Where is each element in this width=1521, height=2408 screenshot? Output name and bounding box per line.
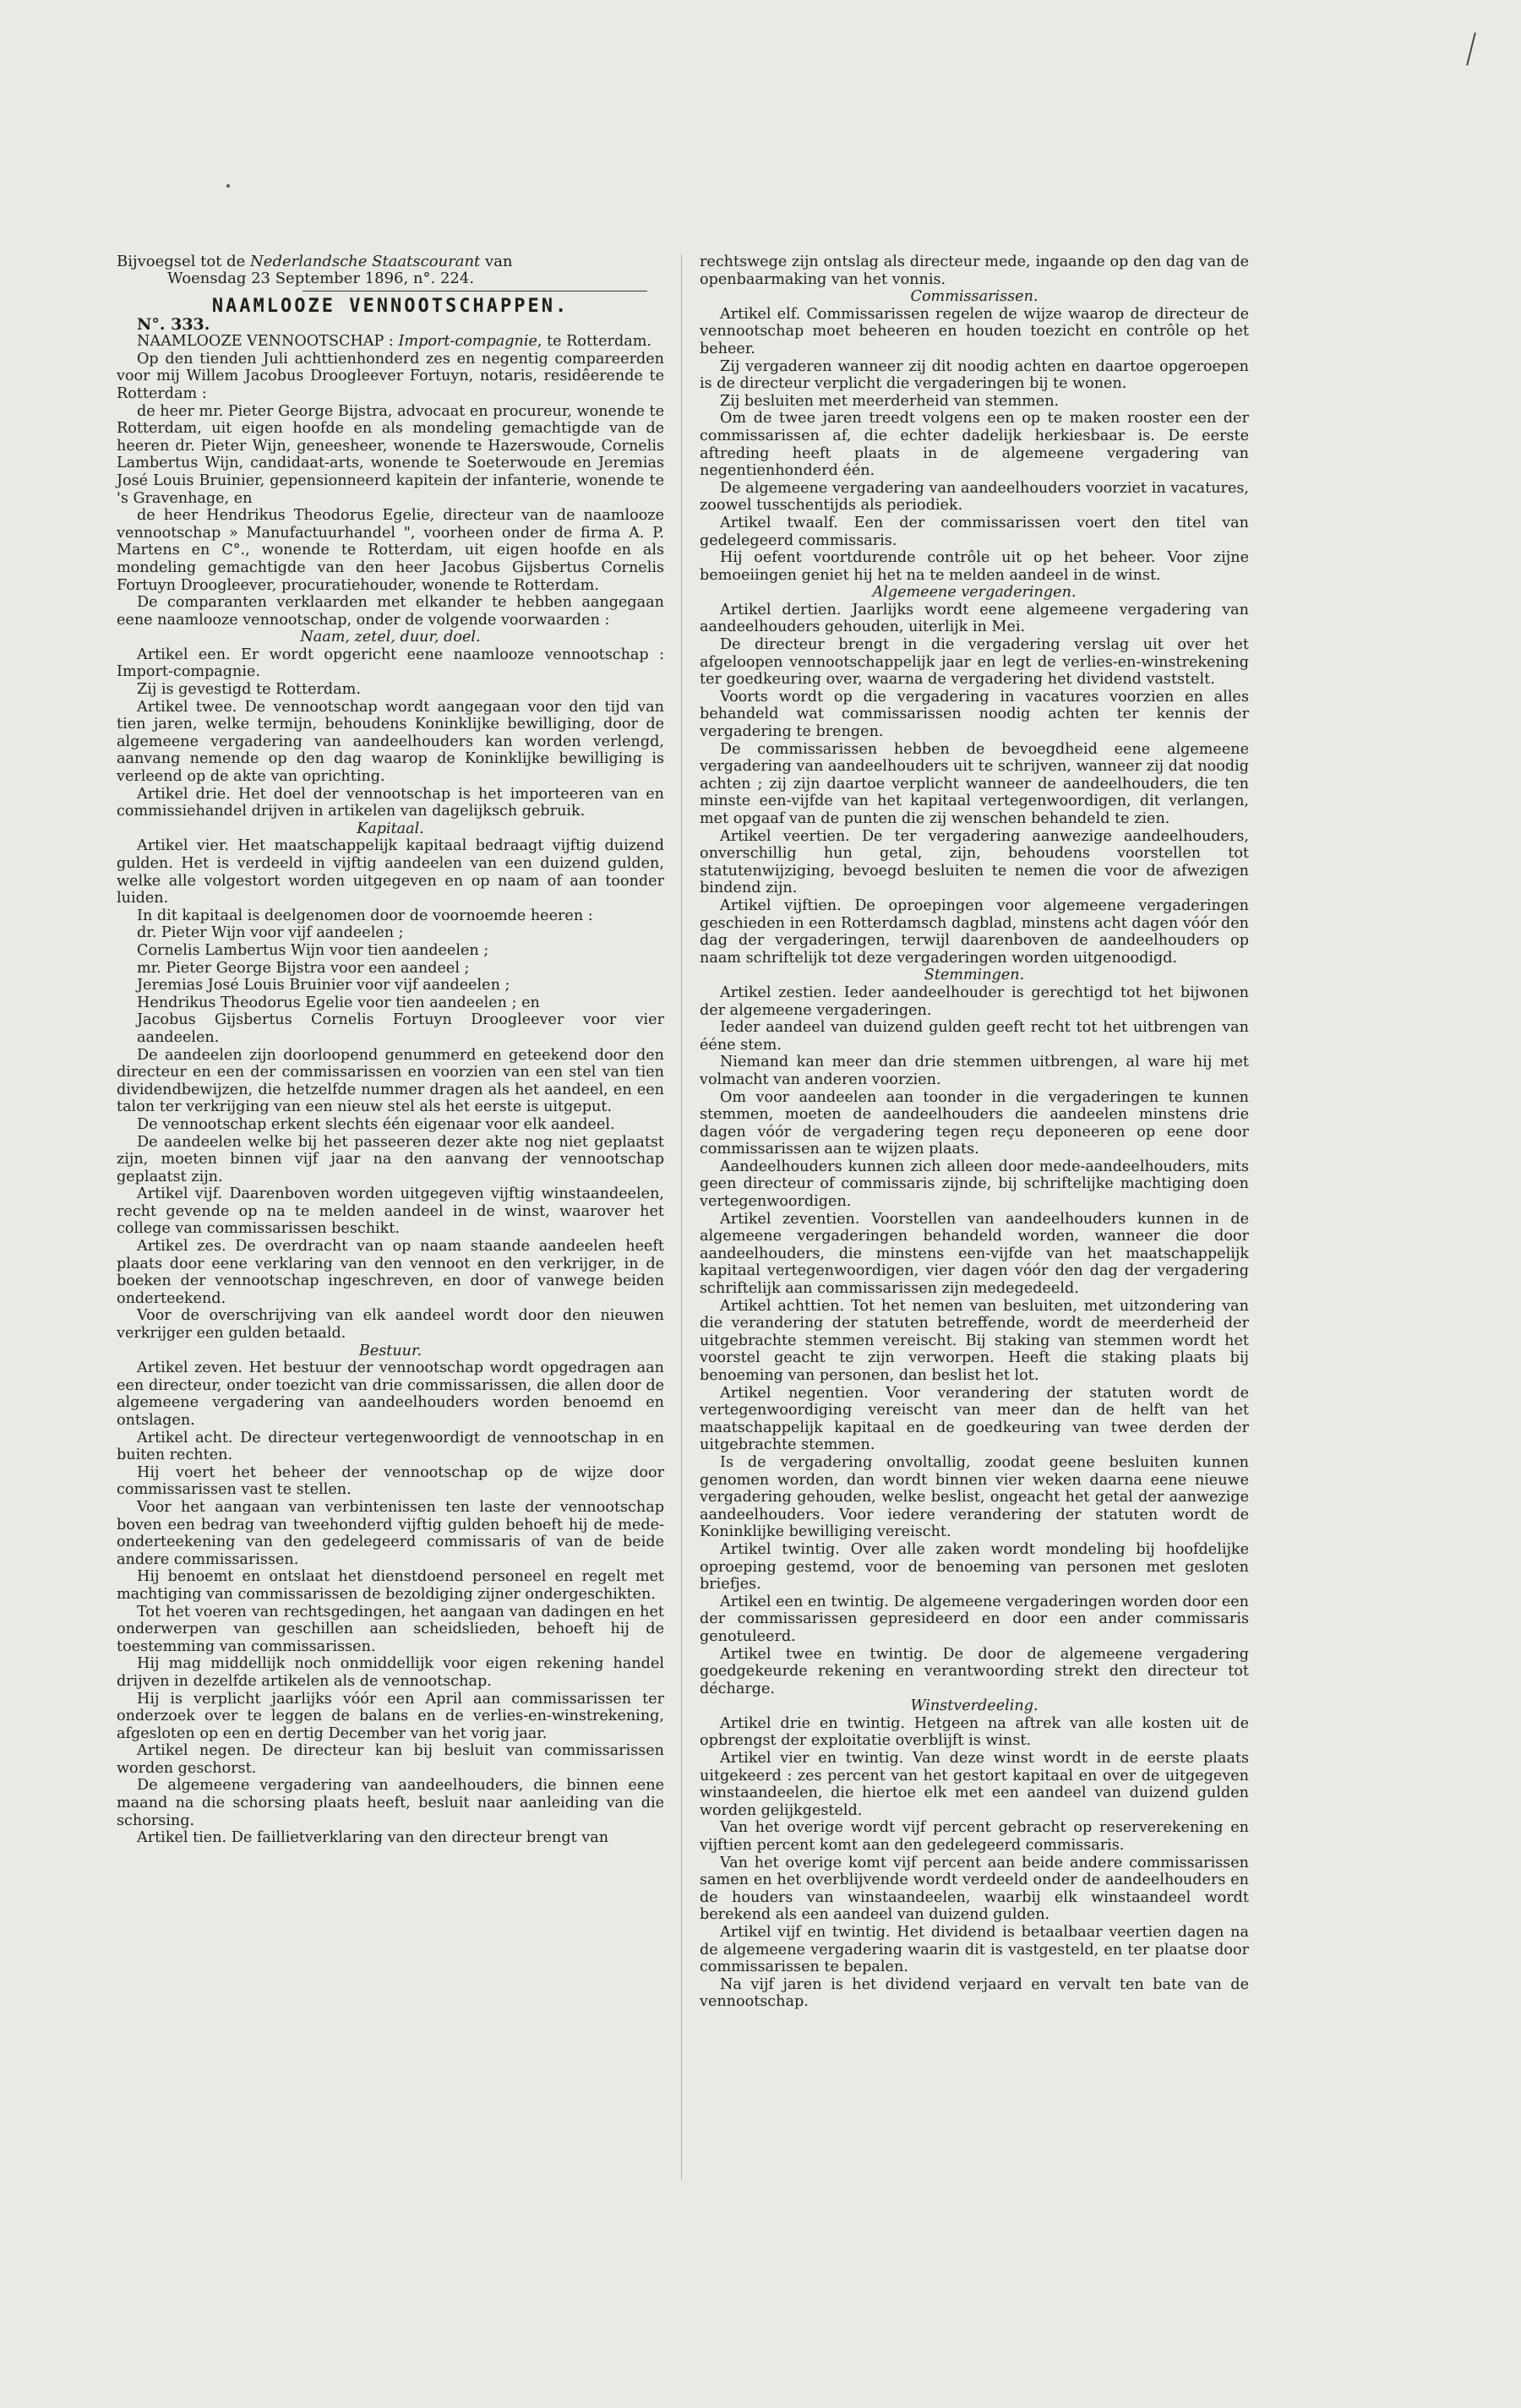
paragraph: Artikel veertien. De ter vergadering aanwezige aandeelhouders, onverschillig hun getal, zijn, behoudens voorstellen tot statutenwijziging, bevoegd besluiten te nemen die voor de afwezigen bindend zijn.: [700, 827, 1249, 897]
shareholder-item: Jacobus Gijsbertus Cornelis Fortuyn Droogleever voor vier aandeelen.: [137, 1011, 664, 1046]
paragraph: Artikel zeventien. Voorstellen van aandeelhouders kunnen in de algemeene vergaderingen behandeld worden, wanneer die door aandeelhouders, die minstens een-vijfde van het maatschappelijk kapitaal vertegenwoordigen, vier dagen vóór den dag der vergadering schriftelijk aan commissarissen zijn medegedeeld.: [700, 1210, 1249, 1298]
supplement-publication: Nederlandsche Staatscourant: [250, 253, 481, 270]
paragraph: De aandeelen welke bij het passeeren dezer akte nog niet geplaatst zijn, moeten binnen vijf jaar na den aanvang der vennootschap geplaatst zijn.: [117, 1133, 664, 1185]
continued-paragraph: rechtswege zijn ontslag als directeur mede, ingaande op den dag van de openbaarmaking van het vonnis.: [700, 253, 1249, 288]
paragraph: De vennootschap erkent slechts één eigenaar voor elk aandeel.: [137, 1115, 615, 1133]
column-divider: [681, 253, 682, 2180]
paragraph: Hij is verplicht jaarlijks vóór een April aan commissarissen ter onderzoek over te leggen de balans en de verlies-en-winstrekening, afgesloten op een en dertig December van het vorig jaar.: [117, 1690, 664, 1742]
section-heading: NAAMLOOZE VENNOOTSCHAPPEN.: [211, 296, 570, 317]
title-prefix: NAAMLOOZE VENNOOTSCHAP :: [137, 333, 399, 351]
section-title: Algemeene vergaderingen.: [872, 584, 1077, 602]
paragraph: Zij besluiten met meerderheid van stemmen.: [720, 392, 1060, 410]
paragraph: Hij voert het beheer der vennootschap op de wijze door commissarissen vast te stellen.: [117, 1463, 664, 1499]
paragraph: In dit kapitaal is deelgenomen door de voornoemde heeren :: [137, 907, 593, 924]
paragraph: Artikel achttien. Tot het nemen van besluiten, met uitzondering van die verandering der statuten betreffende, wordt de meerderheid der uitgebrachte stemmen vereischt. Bij staking van stemmen wordt het voorstel geacht te zijn verworpen. Heeft die staking plaats bij benoeming van personen, dan beslist het lot.: [700, 1297, 1249, 1384]
left-column-body: [117, 351, 664, 1847]
shareholder-item: Cornelis Lambertus Wijn voor tien aandeelen ;: [137, 941, 489, 959]
paragraph: De commissarissen hebben de bevoegdheid eene algemeene vergadering van aandeelhouders uit te schrijven, wanneer zij dat noodig achten ; zij zijn daartoe verplicht wanneer de aandeelhouders, die ten minste een-vijfde van het kapitaal vertegenwoordigen, dit verlangen, met opgaaf van de punten die zij wenschen behandeld te zien.: [700, 740, 1249, 827]
paragraph: Artikel een en twintig. De algemeene vergaderingen worden door een der commissarissen gepresideerd en door een ander commissaris genotuleerd.: [700, 1593, 1249, 1645]
section-title: Winstverdeeling.: [910, 1697, 1039, 1715]
supplement-prefix: Bijvoegsel tot de: [117, 253, 251, 270]
paragraph: Artikel vijf en twintig. Het dividend is betaalbaar veertien dagen na de algemeene vergadering waarin dit is vastgesteld, en ter plaatse door commissarissen te bepalen.: [700, 1924, 1249, 1976]
paragraph: Voorts wordt op die vergadering in vacatures voorzien en alles behandeld wat commissarissen noodig achten ter kennis der vergadering te brengen.: [700, 688, 1249, 741]
paragraph: Artikel twee en twintig. De door de algemeene vergadering goedgekeurde rekening en verantwoording strekt den directeur tot décharge.: [700, 1645, 1249, 1697]
supplement-line-1: [117, 253, 664, 270]
paragraph: Van het overige komt vijf percent aan beide andere commissarissen samen en het overblijvende wordt verdeeld onder de aandeelhouders en de houders van winstaandeelen, waarbij elk winstaandeel wordt berekend als een aandeel van duizend gulden.: [700, 1854, 1249, 1924]
paragraph: Om voor aandeelen aan toonder in die vergaderingen te kunnen stemmen, moeten de aandeelhouders die aandeelen minstens drie dagen vóór de vergadering tegen reçu deponeeren op eene door commissarissen aan te wijzen plaats.: [700, 1088, 1249, 1158]
paragraph: Artikel een. Er wordt opgericht eene naamlooze vennootschap : Import-compagnie.: [117, 646, 664, 681]
section-title: Bestuur.: [358, 1342, 422, 1359]
paragraph: Artikel twee. De vennootschap wordt aangegaan voor den tijd van tien jaren, welke termijn, behoudens Koninklijke bewilliging, door de algemeene vergadering van aandeelhouders kan worden verlengd, aanvang nemende op den dag waarop de Koninklijke bewilliging is verleend op de akte van oprichting.: [117, 698, 664, 786]
shareholder-item: Jeremias José Louis Bruinier voor vijf aandeelen ;: [137, 977, 510, 994]
section-title: Stemmingen.: [924, 967, 1025, 984]
paragraph: de heer Hendrikus Theodorus Egelie, directeur van de naamlooze vennootschap » Manufactuurhandel ", voorheen onder de firma A. P. Martens en C°., wonende te Rotterdam, uit eigen hoofde en als mondeling gemachtigde van den heer Jacobus Gijsbertus Cornelis Fortuyn Droogleever, procuratiehouder, wonende te Rotterdam.: [117, 507, 664, 594]
paragraph: Om de twee jaren treedt volgens een op te maken rooster een der commissarissen af, die echter dadelijk herkiesbaar is. De eerste aftreding heeft plaats in de algemeene vergadering van negentienhonderd één.: [700, 410, 1249, 480]
section-title: Naam, zetel, duur, doel.: [300, 629, 481, 646]
paragraph: Artikel dertien. Jaarlijks wordt eene algemeene vergadering van aandeelhouders gehouden, uiterlijk in Mei.: [700, 601, 1249, 636]
paragraph: Voor de overschrijving van elk aandeel wordt door den nieuwen verkrijger een gulden betaald.: [117, 1307, 664, 1343]
paragraph: de heer mr. Pieter George Bijstra, advocaat en procureur, wonende te Rotterdam, uit eigen hoofde en als mondeling gemachtigde van de heeren dr. Pieter Wijn, geneesheer, wonende te Hazerswoude, Cornelis Lambertus Wijn, candidaat-arts, wonende te Soeterwoude en Jeremias José Louis Bruinier, gepensionneerd kapitein der infanterie, wonende te 's Gravenhage, en: [117, 402, 664, 507]
paragraph: De aandeelen zijn doorloopend genummerd en geteekend door den directeur en een der commissarissen en voorzien van een stel van tien dividendbewijzen, die hetzelfde nummer dragen als het aandeel, en een talon ter verkrijging van een nieuw stel als het eerste is uitgeput.: [117, 1046, 664, 1116]
paragraph: Zij is gevestigd te Rotterdam.: [137, 681, 361, 699]
paragraph: Ieder aandeel van duizend gulden geeft recht tot het uitbrengen van ééne stem.: [700, 1019, 1249, 1054]
paragraph: Artikel zes. De overdracht van op naam staande aandeelen heeft plaats door eene verklaring van den vennoot en den verkrijger, in de boeken der vennootschap ingeschreven, en door of vanwege beiden onderteekend.: [117, 1238, 664, 1307]
paragraph: Van het overige wordt vijf percent gebracht op reserverekening en vijftien percent komt aan den gedelegeerd commissaris.: [700, 1819, 1249, 1855]
paragraph: Artikel vijf. Daarenboven worden uitgegeven vijftig winstaandeelen, recht gevende op na te melden aandeel in de winst, waarover het college van commissarissen beschikt.: [117, 1185, 664, 1238]
shareholder-item: mr. Pieter George Bijstra voor een aandeel ;: [137, 959, 470, 977]
paragraph: Artikel elf. Commissarissen regelen de wijze waarop de directeur de vennootschap moet beheeren en houden toezicht en contrôle op het beheer.: [700, 305, 1249, 357]
margin-pencil-mark: [1466, 32, 1476, 65]
right-column-body: [700, 253, 1249, 2011]
paragraph: Artikel drie. Het doel der vennootschap is het importeeren van en commissiehandel drijven in artikelen van dagelijksch gebruik.: [117, 785, 664, 820]
section-title: Commissarissen.: [910, 288, 1039, 306]
shareholder-item: dr. Pieter Wijn voor vijf aandeelen ;: [137, 924, 404, 942]
left-column: [117, 253, 664, 1847]
supplement-line-2: Woensdag 23 September 1896, n°. 224.: [167, 270, 475, 287]
company-name: Import-compagnie: [398, 333, 537, 351]
paragraph: Artikel twintig. Over alle zaken wordt mondeling bij hoofdelijke oproeping gestemd, voor de benoeming van personen met gesloten briefjes.: [700, 1540, 1249, 1594]
paragraph: Tot het voeren van rechtsgedingen, het aangaan van dadingen en het onderwerpen van geschillen aan scheidslieden, behoeft hij de toestemming van commissarissen.: [117, 1603, 664, 1655]
paragraph: Artikel vier en twintig. Van deze winst wordt in de eerste plaats uitgekeerd : zes percent van het gestort kapitaal en over de uitgegeven winstaandeelen, die hiertoe elk met een aandeel van duizend gulden worden gelijkgesteld.: [700, 1750, 1249, 1819]
paragraph: Hij mag middellijk noch onmiddellijk voor eigen rekening handel drijven in dezelfde artikelen als de vennootschap.: [117, 1655, 664, 1690]
paragraph: Artikel zeven. Het bestuur der vennootschap wordt opgedragen aan een directeur, onder toezicht van drie commissarissen, die allen door de algemeene vergadering van aandeelhouders worden benoemd en ontslagen.: [117, 1359, 664, 1429]
paragraph: Aandeelhouders kunnen zich alleen door mede-aandeelhouders, mits geen directeur of commissaris zijnde, bij schriftelijke machtiging doen vertegenwoordigen.: [700, 1158, 1249, 1211]
paragraph: Hij oefent voortdurende contrôle uit op het beheer. Voor zijne bemoeiingen geniet hij het na te melden aandeel in de winst.: [700, 549, 1249, 584]
paragraph: Niemand kan meer dan drie stemmen uitbrengen, al ware hij met volmacht van anderen voorzien.: [700, 1054, 1249, 1088]
paragraph: De directeur brengt in die vergadering verslag uit over het afgeloopen vennootschappelijk jaar en legt de verlies-en-winstrekening ter goedkeuring over, waarna de vergadering het dividend vaststelt.: [700, 636, 1249, 689]
paragraph: Artikel negentien. Voor verandering der statuten wordt de vertegenwoordiging vereischt van meer dan de helft van het maatschappelijk kapitaal en de goedkeuring van twee derden der uitgebrachte stemmen.: [700, 1384, 1249, 1454]
entry-number: N°. 333.: [137, 314, 210, 334]
paragraph: Artikel vier. Het maatschappelijk kapitaal bedraagt vijftig duizend gulden. Het is verdeeld in vijftig aandeelen van een duizend gulden, welke alle volgestort worden uitgegeven en op naam of aan toonder luiden.: [117, 837, 664, 907]
paragraph: Artikel zestien. Ieder aandeelhouder is gerechtigd tot het bijwonen der algemeene vergaderingen.: [700, 983, 1249, 1019]
paragraph: Is de vergadering onvoltallig, zoodat geene besluiten kunnen genomen worden, dan wordt binnen vier weken daarna eene nieuwe vergadering gehouden, welke beslist, ongeacht het getal der aanwezige aandeelhouders. Voor iedere verandering der statuten wordt de Koninklijke bewilliging vereischt.: [700, 1453, 1249, 1541]
shareholder-item: Hendrikus Theodorus Egelie voor tien aandeelen ; en: [137, 994, 540, 1011]
paragraph: De algemeene vergadering van aandeelhouders, die binnen eene maand na die schorsing plaats heeft, besluit naar aanleiding van die schorsing.: [117, 1777, 664, 1829]
paragraph: Hij benoemt en ontslaat het dienstdoend personeel en regelt met machtiging van commissarissen de bezoldiging zijner ondergeschikten.: [117, 1568, 664, 1603]
company-title: [117, 333, 664, 351]
paragraph: Artikel acht. De directeur vertegenwoordigt de vennootschap in en buiten rechten.: [117, 1429, 664, 1464]
section-title: Kapitaal.: [357, 820, 424, 837]
paragraph: Artikel negen. De directeur kan bij besluit van commissarissen worden geschorst.: [117, 1742, 664, 1777]
title-suffix: , te Rotterdam.: [537, 333, 651, 351]
paragraph: De algemeene vergadering van aandeelhouders voorziet in vacatures, zoowel tusschentijds als periodiek.: [700, 479, 1249, 515]
ink-dot: [226, 184, 230, 188]
supplement-header: [117, 253, 664, 291]
paragraph: Artikel drie en twintig. Hetgeen na aftrek van alle kosten uit de opbrengst der exploitatie overblijft is winst.: [700, 1714, 1249, 1750]
paragraph: Artikel vijftien. De oproepingen voor algemeene vergaderingen geschieden in een Rotterdamsch dagblad, minstens acht dagen vóór den dag der vergaderingen, terwijl daarenboven de aandeelhouders op naam schriftelijk tot deze vergaderingen worden uitgenoodigd.: [700, 896, 1249, 967]
paragraph: Op den tienden Juli achttienhonderd zes en negentig compareerden voor mij Willem Jacobus Droogleever Fortuyn, notaris, residêerende te Rotterdam :: [117, 350, 664, 402]
paragraph: Zij vergaderen wanneer zij dit noodig achten en daartoe opgeroepen is de directeur verplicht die vergaderingen bij te wonen.: [700, 357, 1249, 393]
right-column: [700, 253, 1249, 2011]
paragraph: De comparanten verklaarden met elkander te hebben aangegaan eene naamlooze vennootschap, onder de volgende voorwaarden :: [117, 594, 664, 629]
paragraph: Artikel tien. De faillietverklaring van den directeur brengt van: [137, 1829, 609, 1847]
supplement-suffix: van: [480, 253, 513, 270]
paragraph: Artikel twaalf. Een der commissarissen voert den titel van gedelegeerd commissaris.: [700, 514, 1249, 549]
paragraph: Na vijf jaren is het dividend verjaard en vervalt ten bate van de vennootschap.: [700, 1975, 1249, 2011]
paragraph: Voor het aangaan van verbintenissen ten laste der vennootschap boven een bedrag van tweehonderd vijftig gulden behoeft hij de mede-onderteekening van den gedelegeerd commissaris of van de beide andere commissarissen.: [117, 1498, 664, 1568]
